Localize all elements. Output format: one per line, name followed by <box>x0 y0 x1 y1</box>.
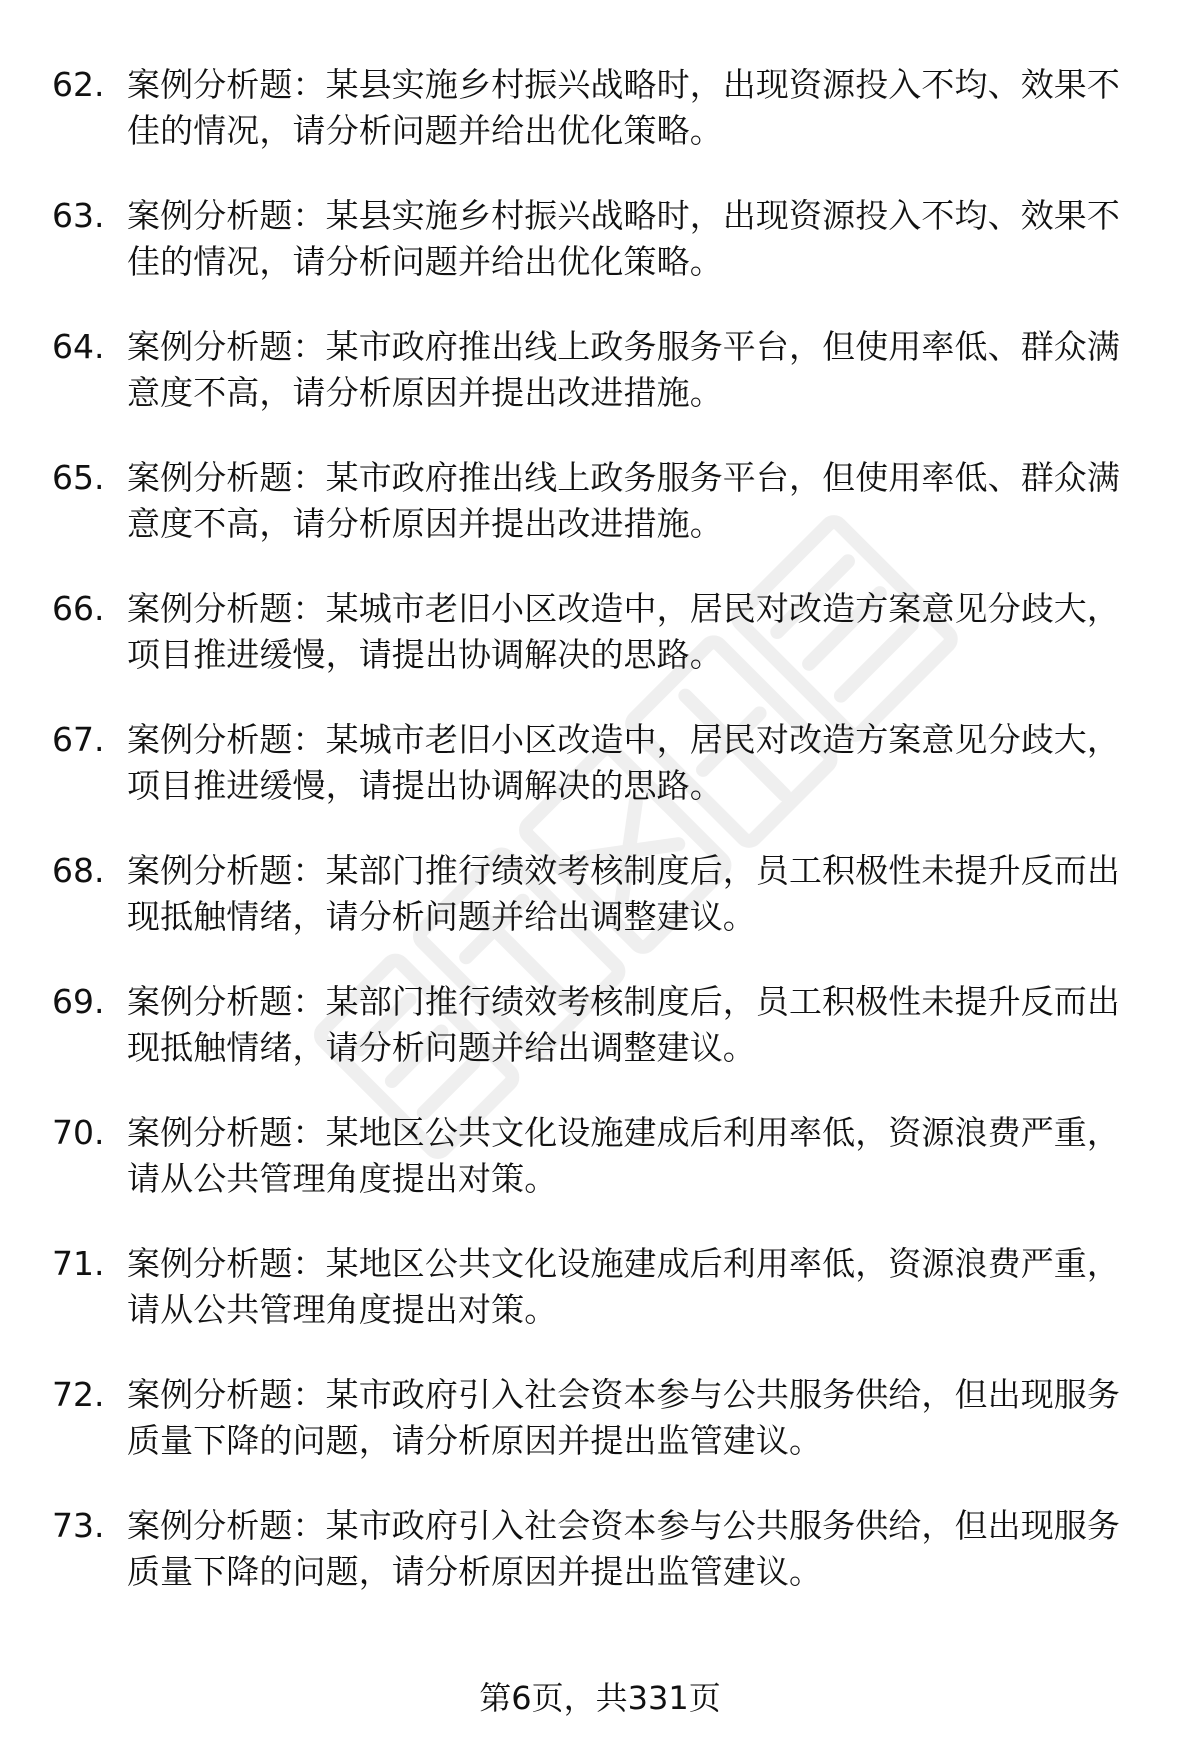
question-text: 案例分析题：某地区公共文化设施建成后利用率低，资源浪费严重，请从公共管理角度提出对策。 <box>127 1244 1120 1329</box>
question-text: 案例分析题：某市政府引入社会资本参与公共服务供给，但出现服务质量下降的问题，请分析原因并提出监管建议。 <box>127 1375 1120 1460</box>
question-item <box>52 717 1142 848</box>
question-text: 案例分析题：某市政府推出线上政务服务平台，但使用率低、群众满意度不高，请分析原因并提出改进措施。 <box>127 458 1120 543</box>
question-text: 案例分析题：某城市老旧小区改造中，居民对改造方案意见分歧大，项目推进缓慢，请提出协调解决的思路。 <box>127 720 1120 805</box>
question-number: 71. <box>52 1244 105 1283</box>
question-item <box>52 193 1142 324</box>
question-number: 66. <box>52 589 105 628</box>
question-number: 70. <box>52 1113 105 1152</box>
question-text: 案例分析题：某地区公共文化设施建成后利用率低，资源浪费严重，请从公共管理角度提出对策。 <box>127 1113 1120 1198</box>
question-number: 72. <box>52 1375 105 1414</box>
question-item <box>52 586 1142 717</box>
question-item <box>52 455 1142 586</box>
question-text: 案例分析题：某市政府推出线上政务服务平台，但使用率低、群众满意度不高，请分析原因并提出改进措施。 <box>127 327 1120 412</box>
question-item <box>52 62 1142 193</box>
question-item <box>52 1241 1142 1372</box>
question-number: 69. <box>52 982 105 1021</box>
question-text: 案例分析题：某市政府引入社会资本参与公共服务供给，但出现服务质量下降的问题，请分析原因并提出监管建议。 <box>127 1506 1120 1591</box>
question-text: 案例分析题：某县实施乡村振兴战略时，出现资源投入不均、效果不佳的情况，请分析问题并给出优化策略。 <box>127 65 1120 150</box>
page-footer: 第6页，共331页 <box>479 1679 721 1717</box>
question-text: 案例分析题：某城市老旧小区改造中，居民对改造方案意见分歧大，项目推进缓慢，请提出协调解决的思路。 <box>127 589 1120 674</box>
question-number: 65. <box>52 458 105 497</box>
question-number: 67. <box>52 720 105 759</box>
question-item <box>52 1110 1142 1241</box>
question-text: 案例分析题：某部门推行绩效考核制度后，员工积极性未提升反而出现抵触情绪，请分析问题并给出调整建议。 <box>127 851 1120 936</box>
question-number: 73. <box>52 1506 105 1545</box>
question-item <box>52 324 1142 455</box>
question-item <box>52 1503 1142 1634</box>
question-item <box>52 1372 1142 1503</box>
question-number: 62. <box>52 65 105 104</box>
question-text: 案例分析题：某部门推行绩效考核制度后，员工积极性未提升反而出现抵触情绪，请分析问题并给出调整建议。 <box>127 982 1120 1067</box>
question-item <box>52 979 1142 1110</box>
question-number: 64. <box>52 327 105 366</box>
question-number: 68. <box>52 851 105 890</box>
question-number: 63. <box>52 196 105 235</box>
question-item <box>52 848 1142 979</box>
question-list <box>52 62 1142 1634</box>
question-text: 案例分析题：某县实施乡村振兴战略时，出现资源投入不均、效果不佳的情况，请分析问题并给出优化策略。 <box>127 196 1120 281</box>
